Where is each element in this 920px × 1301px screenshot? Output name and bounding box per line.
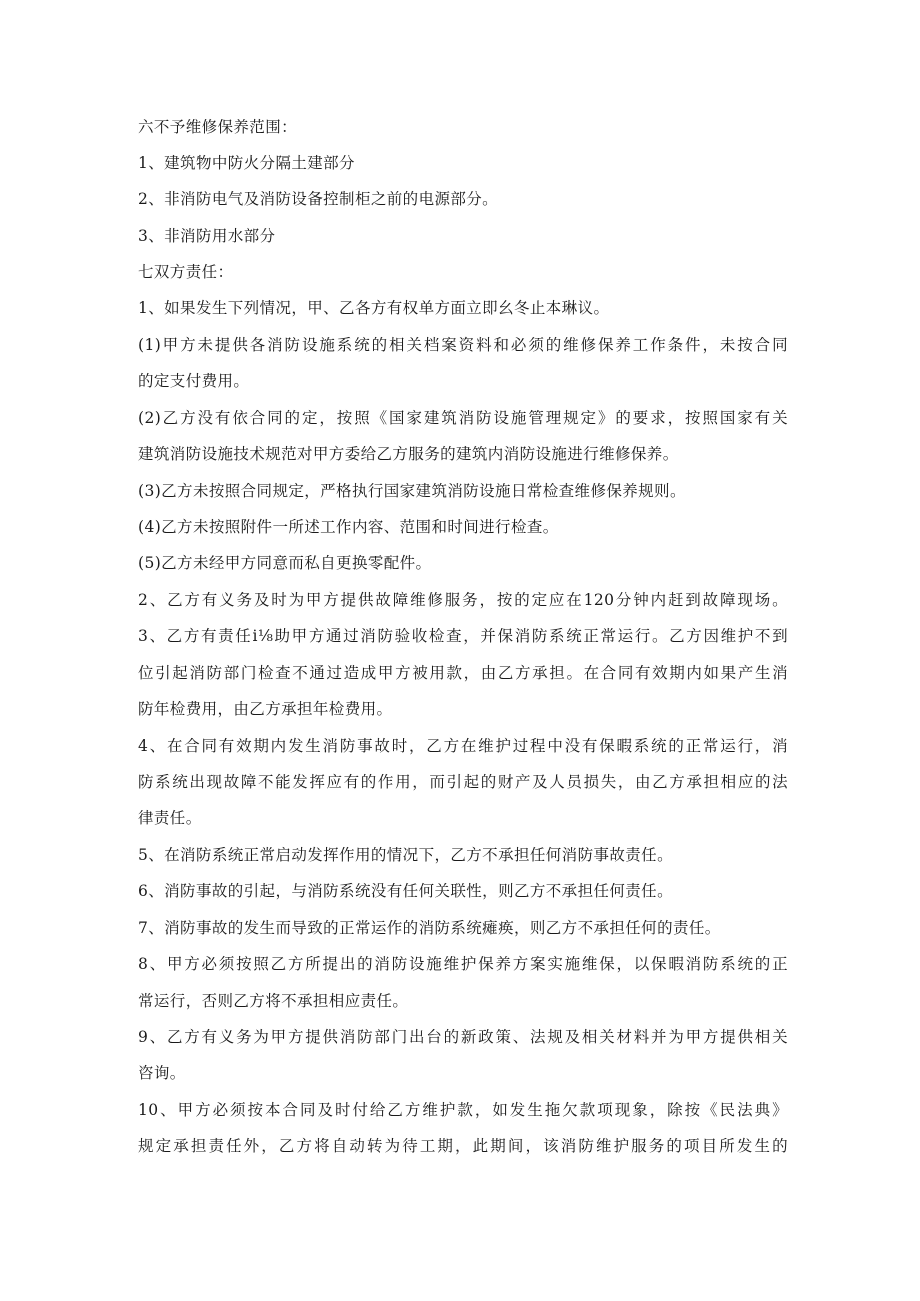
text-line: 6、消防事故的引起，与消防系统没有任何关联性，则乙方不承担任何责任。 (138, 882, 673, 900)
text-line: 8、甲方必须按照乙方所提出的消防设施维护保养方案实施维保，以保暇消防系统的正 (138, 955, 788, 973)
text-line: 5、在消防系统正常启动发挥作用的情况下，乙方不承担任何消防事故责任。 (138, 846, 673, 864)
text-line: 位引起消防部门检查不通过造成甲方被用款，由乙方承担。在合同有效期内如果产生消 (138, 664, 788, 682)
text-line: 的定支付费用。 (138, 372, 250, 390)
text-line: 常运行，否则乙方将不承担相应责任。 (138, 992, 409, 1010)
text-line: 9、乙方有义务为甲方提供消防部门出台的新政策、法规及相关材料并为甲方提供相关 (138, 1028, 788, 1046)
section-heading-seven: 七双方责任： (138, 263, 234, 281)
text-line: 规定承担责任外，乙方将自动转为待工期，此期间，该消防维护服务的项目所发生的 (138, 1137, 788, 1155)
text-line: 防系统出现故障不能发挥应有的作用，而引起的财产及人员损失，由乙方承担相应的法 (138, 773, 788, 791)
text-line: 3、非消防用水部分 (138, 227, 276, 245)
text-line: 1、如果发生下列情况，甲、乙各方有权单方面立即幺冬止本琳议。 (138, 299, 610, 317)
text-line: 律责任。 (138, 809, 202, 827)
text-line: 2、非消防电气及消防设备控制柜之前的电源部分。 (138, 190, 499, 208)
text-line: 建筑消防设施技术规范对甲方委给乙方服务的建筑内消防设施进行维修保养。 (138, 445, 679, 463)
section-heading-six: 六不予维修保养范围： (138, 118, 298, 136)
text-line: (2)乙方没有依合同的定，按照《国家建筑消防设施管理规定》的要求，按照国家有关 (138, 409, 788, 427)
text-line: 3、乙方有责任i⅛助甲方通过消防验收检查，并保消防系统正常运行。乙方因维护不到 (138, 627, 788, 645)
text-line: (4)乙方未按照附件一所述工作内容、范围和时间进行检查。 (138, 518, 559, 536)
text-line: 咨询。 (138, 1064, 186, 1082)
text-line: (3)乙方未按照合同规定，严格执行国家建筑消防设施日常检查维修保养规则。 (138, 482, 686, 500)
text-line: 2、乙方有义务及时为甲方提供故障维修服务，按的定应在120分钟内赶到故障现场。 (138, 591, 788, 609)
text-line: 7、消防事故的发生而导致的正常运作的消防系统瘫痪，则乙方不承担任何的责任。 (138, 919, 721, 937)
text-line: 防年检费用，由乙方承担年检费用。 (138, 700, 393, 718)
text-line: (5)乙方未经甲方同意而私自更换零配件。 (138, 554, 432, 572)
text-line: 1、建筑物中防火分隔土建部分 (138, 154, 355, 172)
text-line: 10、甲方必须按本合同及时付给乙方维护款，如发生拖欠款项现象，除按《民法典》 (138, 1101, 788, 1119)
text-line: (1)甲方未提供各消防设施系统的相关档案资料和必须的维修保养工作条件，未按合同 (138, 336, 788, 354)
text-line: 4、在合同有效期内发生消防事故时，乙方在维护过程中没有保暇系统的正常运行，消 (138, 737, 788, 755)
